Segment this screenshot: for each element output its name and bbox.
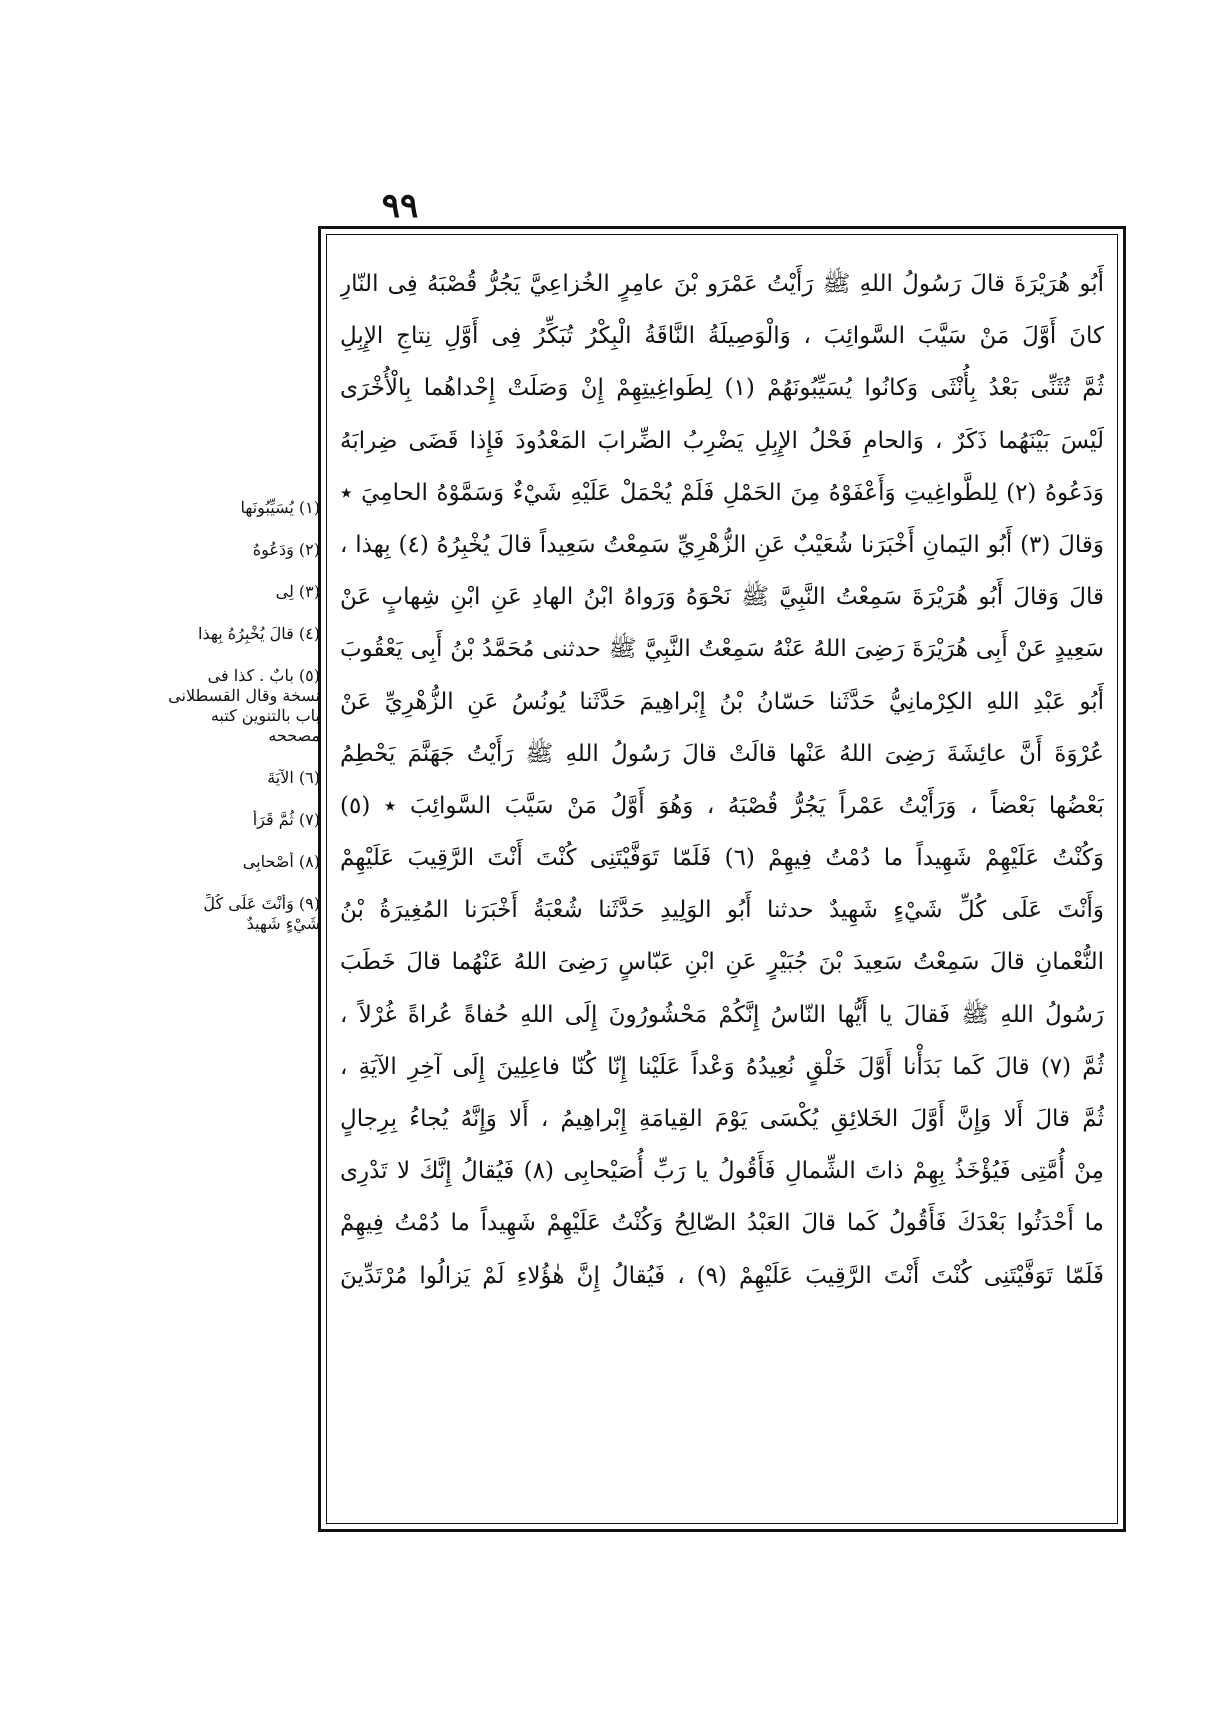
margin-note-7: (٧) ثُمَّ قَرَأَ	[252, 810, 320, 829]
text-line: سَعِيدٍ عَنْ أَبِى هُرَيْرَةَ رَضِىَ اللهُ عَنْهُ سَمِعْتُ النَّبِيَّ ﷺ حدثنى مُحَمَّدُ بْنُ أَبِى يَعْقُوبَ	[340, 636, 1104, 663]
text-line: ثُمَّ (٧) قالَ كَما بَدَأْنا أَوَّلَ خَلْقٍ نُعِيدُهُ وَعْداً عَلَيْنا إِنّا كُنّا فاعِلِينَ إِلَى آخِرِ الآيَةِ ،	[340, 1053, 1104, 1080]
main-text-block	[340, 258, 1104, 1302]
margin-note-4: (٤) قالَ يُخْبِرُهُ بِهذا	[198, 624, 320, 643]
text-line: ما أَحْدَثُوا بَعْدَكَ فَأَقُولُ كَما قالَ العَبْدُ الصّالِحُ وَكُنْتُ عَلَيْهِمْ شَهِيداً ما دُمْتُ فِيهِمْ	[340, 1210, 1104, 1237]
text-line: قالَ وَقالَ أَبُو هُرَيْرَةَ سَمِعْتُ النَّبِيَّ ﷺ نَحْوَهُ وَرَواهُ ابْنُ الهادِ عَنِ ابْنِ شِهابٍ عَنْ	[340, 584, 1104, 611]
text-line: ثُمَّ تُثَنِّى بَعْدُ بِأُنْثَى وَكانُوا يُسَيِّبُونَهُمْ (١) لِطَواغِيتِهِمْ إِنْ وَصَلَتْ إِحْداهُما بِالْأُخْرَى	[340, 375, 1104, 402]
text-line: بَعْضُها بَعْضاً ، وَرَأَيْتُ عَمْراً يَجُرُّ قُصْبَهُ ، وَهُوَ أَوَّلُ مَنْ سَيَّبَ السَّوائِبَ ٭ (٥)	[340, 792, 1104, 819]
margin-note-6: (٦) الآيَةَ	[267, 768, 320, 787]
text-line: عُرْوَةَ أَنَّ عائِشَةَ رَضِىَ اللهُ عَنْها قالَتْ قالَ رَسُولُ اللهِ ﷺ رَأَيْتُ جَهَنَّمَ يَحْطِمُ	[340, 740, 1104, 767]
margin-note-5-cont: باب بالتنوين كتبه	[210, 706, 320, 725]
margin-note-1: (١) يُسَيِّبُونَها	[240, 498, 320, 517]
margin-notes	[150, 498, 320, 934]
margin-note-8: (٨) أَصْحابِى	[242, 852, 320, 871]
text-line: رَسُولُ اللهِ ﷺ فَقالَ يا أَيُّها النّاسُ إِنَّكُمْ مَحْشُورُونَ إِلَى اللهِ حُفاةً عُراةً غُرْلاً ،	[340, 1001, 1104, 1028]
text-line: وَكُنْتُ عَلَيْهِمْ شَهِيداً ما دُمْتُ فِيهِمْ (٦) فَلَمّا تَوَفَّيْتَنِى كُنْتَ أَنْتَ الرَّقِيبَ عَلَيْهِمْ	[340, 845, 1104, 872]
text-line: لَيْسَ بَيْنَهُما ذَكَرٌ ، وَالحامِ فَحْلُ الإِبِلِ يَضْرِبُ الضِّرابَ المَعْدُودَ فَإِذا قَضَى ضِرابَهُ	[340, 427, 1104, 454]
margin-note-5-cont: نسخة وقال القسطلانى	[168, 686, 320, 705]
text-line: ثُمَّ قالَ أَلا وَإِنَّ أَوَّلَ الخَلائِقِ يُكْسَى يَوْمَ القِيامَةِ إِبْراهِيمُ ، أَلا وَإِنَّهُ يُجاءُ بِرِجالٍ	[340, 1106, 1104, 1132]
margin-note-2: (٢) وَدَعُوهُ	[252, 540, 320, 559]
margin-note-9-cont: شَيْءٍ شَهِيدٌ	[246, 914, 320, 933]
margin-note-3: (٣) لِى	[275, 582, 320, 601]
text-line: أَبُو عَبْدِ اللهِ الكِرْمانِيُّ حَدَّثَنا حَسّانُ بْنُ إِبْراهِيمَ حَدَّثَنا يُونُسُ عَنِ الزُّهْرِيِّ عَنْ	[340, 688, 1104, 715]
text-line: فَلَمّا تَوَفَّيْتَنِى كُنْتَ أَنْتَ الرَّقِيبَ عَلَيْهِمْ (٩) ، فَيُقالُ إِنَّ هٰؤُلاءِ لَمْ يَزالُوا مُرْتَدِّينَ	[340, 1262, 1104, 1289]
text-line: وَدَعُوهُ (٢) لِلطَّواغِيتِ وَأَعْفَوْهُ مِنَ الحَمْلِ فَلَمْ يُحْمَلْ عَلَيْهِ شَيْءٌ وَسَمَّوْهُ الحامِيَ ٭	[340, 479, 1104, 506]
page-number: ٩٩	[381, 186, 419, 226]
text-line: النُّعْمانِ قالَ سَمِعْتُ سَعِيدَ بْنَ جُبَيْرٍ عَنِ ابْنِ عَبّاسٍ رَضِىَ اللهُ عَنْهُما قالَ خَطَبَ	[340, 949, 1104, 976]
text-line: وَقالَ (٣) أَبُو اليَمانِ أَخْبَرَنا شُعَيْبٌ عَنِ الزُّهْرِيِّ سَمِعْتُ سَعِيداً قالَ يُخْبِرُهُ (٤) بِهذا ،	[340, 531, 1104, 558]
text-line: كانَ أَوَّلَ مَنْ سَيَّبَ السَّوائِبَ ، وَالْوَصِيلَةُ النَّاقَةُ الْبِكْرُ تُبَكِّرُ فِى أَوَّلِ نِتاجِ الإِبِلِ	[340, 323, 1104, 350]
margin-note-9: (٩) وَأَنْتَ عَلَى كُلِّ	[203, 894, 320, 913]
text-line: وَأَنْتَ عَلَى كُلِّ شَيْءٍ شَهِيدٌ حدثنا أَبُو الوَلِيدِ حَدَّثَنا شُعْبَةُ أَخْبَرَنا المُغِيرَةُ بْنُ	[340, 897, 1104, 924]
margin-note-5-cont: مصححه	[268, 726, 320, 745]
margin-note-5: (٥) بابٌ . كذا فى	[207, 666, 320, 685]
text-line: أَبُو هُرَيْرَةَ قالَ رَسُولُ اللهِ ﷺ رَأَيْتُ عَمْرَو بْنَ عامِرٍ الخُزاعِيَّ يَجُرُّ قُصْبَهُ فِى النّارِ	[340, 271, 1104, 297]
text-line: مِنْ أُمَّتِى فَيُؤْخَذُ بِهِمْ ذاتَ الشِّمالِ فَأَقُولُ يا رَبِّ أُصَيْحابِى (٨) فَيُقالُ إِنَّكَ لا تَدْرِى	[340, 1158, 1104, 1185]
